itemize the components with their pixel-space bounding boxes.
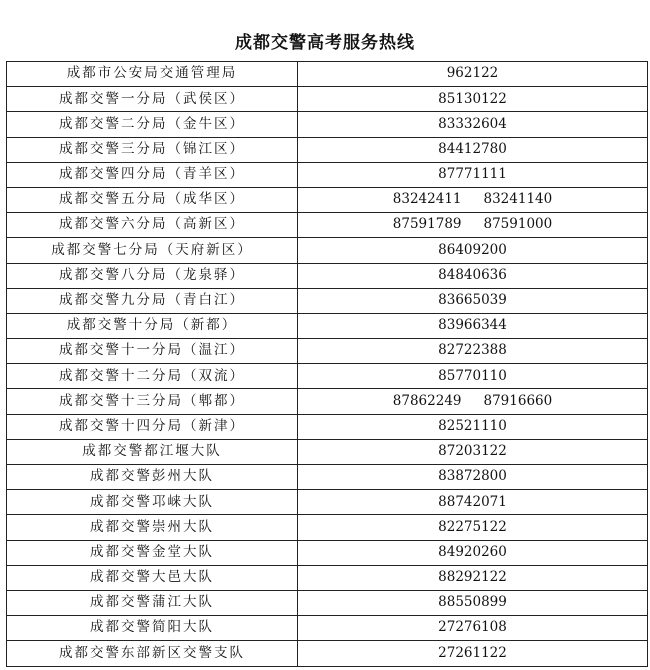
phone-number: 83242411 xyxy=(392,191,462,208)
table-row xyxy=(7,465,648,490)
phone-cell xyxy=(298,87,648,112)
unit-name-cell: 成都交警五分局（成华区） xyxy=(7,187,298,212)
phone-cell xyxy=(298,590,648,615)
phone-cell xyxy=(298,414,648,439)
table-row xyxy=(7,313,648,338)
unit-name-cell: 成都交警都江堰大队 xyxy=(7,439,298,464)
unit-name-cell: 成都交警四分局（青羊区） xyxy=(7,162,298,187)
table-row xyxy=(7,288,648,313)
phone-cell xyxy=(298,439,648,464)
hotline-table xyxy=(6,61,648,667)
phone-cell xyxy=(298,112,648,137)
phone-cell xyxy=(298,540,648,565)
phone-number: 82722388 xyxy=(438,342,507,359)
unit-name-cell: 成都交警彭州大队 xyxy=(7,465,298,490)
unit-name-cell: 成都交警八分局（龙泉驿） xyxy=(7,263,298,288)
phone-cell xyxy=(298,515,648,540)
unit-name-cell: 成都交警蒲江大队 xyxy=(7,590,298,615)
phone-number: 88742071 xyxy=(438,493,507,510)
phone-number: 87862249 xyxy=(392,392,462,409)
phone-number: 87591000 xyxy=(483,216,553,233)
unit-name-cell: 成都交警十二分局（双流） xyxy=(7,364,298,389)
unit-name-cell: 成都交警六分局（高新区） xyxy=(7,213,298,238)
phone-number: 88292122 xyxy=(438,569,507,586)
phone-cell xyxy=(298,565,648,590)
table-row xyxy=(7,238,648,263)
unit-name-cell: 成都交警十三分局（郫都） xyxy=(7,389,298,414)
phone-cell xyxy=(298,213,648,238)
phone-number: 85130122 xyxy=(438,90,507,107)
phone-cell xyxy=(298,313,648,338)
phone-cell xyxy=(298,616,648,641)
table-row xyxy=(7,339,648,364)
phone-cell xyxy=(298,339,648,364)
unit-name-cell: 成都交警九分局（青白江） xyxy=(7,288,298,313)
phone-number: 84840636 xyxy=(438,266,507,283)
table-row xyxy=(7,112,648,137)
table-row xyxy=(7,616,648,641)
table-row xyxy=(7,87,648,112)
hotline-table-body xyxy=(7,62,648,667)
unit-name-cell: 成都交警邛崃大队 xyxy=(7,490,298,515)
phone-cell xyxy=(298,288,648,313)
unit-name-cell: 成都交警二分局（金牛区） xyxy=(7,112,298,137)
table-row xyxy=(7,213,648,238)
phone-number: 83966344 xyxy=(438,317,507,334)
phone-number: 87771111 xyxy=(438,166,507,183)
phone-number: 27276108 xyxy=(438,619,507,636)
table-row xyxy=(7,641,648,666)
table-row xyxy=(7,187,648,212)
unit-name-cell: 成都交警大邑大队 xyxy=(7,565,298,590)
phone-cell xyxy=(298,490,648,515)
phone-cell xyxy=(298,62,648,87)
phone-cell xyxy=(298,364,648,389)
unit-name-cell: 成都交警十一分局（温江） xyxy=(7,339,298,364)
phone-number: 83872800 xyxy=(438,468,507,485)
page-title: 成都交警高考服务热线 xyxy=(235,33,415,53)
unit-name-cell: 成都交警七分局（天府新区） xyxy=(7,238,298,263)
phone-number: 87916660 xyxy=(483,392,553,409)
unit-name-cell: 成都交警金堂大队 xyxy=(7,540,298,565)
phone-number: 86409200 xyxy=(438,241,507,258)
table-row xyxy=(7,540,648,565)
table-row xyxy=(7,162,648,187)
phone-number: 85770110 xyxy=(438,367,507,384)
unit-name-cell: 成都交警东部新区交警支队 xyxy=(7,641,298,666)
phone-cell xyxy=(298,238,648,263)
unit-name-cell: 成都市公安局交通管理局 xyxy=(7,62,298,87)
phone-number: 82521110 xyxy=(438,417,507,434)
table-row xyxy=(7,389,648,414)
phone-number: 83665039 xyxy=(438,292,507,309)
table-row xyxy=(7,137,648,162)
table-row xyxy=(7,490,648,515)
table-row xyxy=(7,364,648,389)
phone-number: 84920260 xyxy=(438,543,507,560)
phone-cell xyxy=(298,641,648,666)
unit-name-cell: 成都交警三分局（锦江区） xyxy=(7,137,298,162)
phone-cell xyxy=(298,162,648,187)
phone-number: 83241140 xyxy=(483,191,553,208)
phone-cell xyxy=(298,137,648,162)
phone-number: 82275122 xyxy=(438,518,507,535)
unit-name-cell: 成都交警十分局（新都） xyxy=(7,313,298,338)
table-row xyxy=(7,515,648,540)
unit-name-cell: 成都交警十四分局（新津） xyxy=(7,414,298,439)
unit-name-cell: 成都交警崇州大队 xyxy=(7,515,298,540)
phone-cell xyxy=(298,389,648,414)
unit-name-cell: 成都交警简阳大队 xyxy=(7,616,298,641)
phone-number: 962122 xyxy=(446,65,499,82)
table-row xyxy=(7,590,648,615)
phone-cell xyxy=(298,263,648,288)
table-row xyxy=(7,62,648,87)
table-row xyxy=(7,565,648,590)
phone-number: 84412780 xyxy=(438,140,507,157)
phone-cell xyxy=(298,187,648,212)
phone-cell xyxy=(298,465,648,490)
phone-number: 27261122 xyxy=(438,644,507,661)
table-row xyxy=(7,414,648,439)
phone-number: 87591789 xyxy=(392,216,462,233)
phone-number: 87203122 xyxy=(438,443,507,460)
unit-name-cell: 成都交警一分局（武侯区） xyxy=(7,87,298,112)
phone-number: 88550899 xyxy=(438,594,507,611)
table-row xyxy=(7,439,648,464)
table-row xyxy=(7,263,648,288)
phone-number: 83332604 xyxy=(438,115,507,132)
